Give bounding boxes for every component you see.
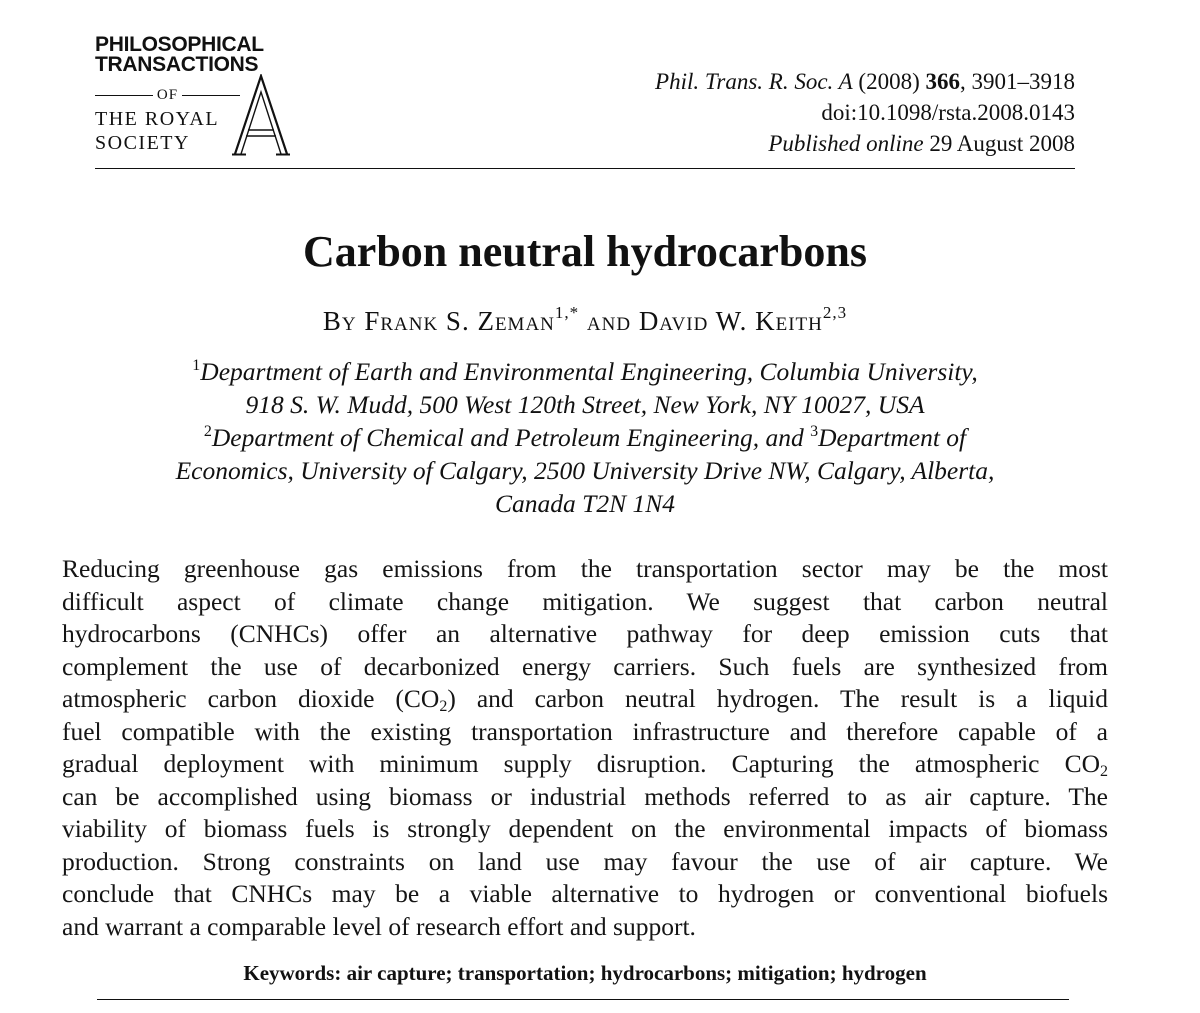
author-and: and xyxy=(586,306,632,336)
affiliations xyxy=(60,355,1110,520)
published-label: Published online xyxy=(768,131,924,156)
journal-name: Phil. Trans. R. Soc. A xyxy=(655,69,853,94)
affiliation-line: 918 S. W. Mudd, 500 West 120th Street, New York, NY 10027, USA xyxy=(245,390,925,419)
affiliation-marker: 2 xyxy=(203,423,212,440)
affiliation-line: Canada T2N 1N4 xyxy=(495,489,675,518)
author-name-2: David W. Keith xyxy=(638,306,823,336)
affiliation-line xyxy=(60,355,1110,388)
abstract-line: complement the use of decarbonized energy carriers. Such fuels are synthesized from xyxy=(62,651,1108,681)
author-2-affiliation-marker: 2,3 xyxy=(822,303,848,322)
header-divider xyxy=(95,168,1075,169)
affiliation-text: Department of xyxy=(818,423,967,452)
abstract xyxy=(62,553,1108,943)
abstract-line xyxy=(62,683,1108,716)
author-line xyxy=(0,303,1170,339)
logo-text-the-royal: THE ROYAL xyxy=(95,108,220,130)
logo-text-transactions: TRANSACTIONS xyxy=(95,53,259,76)
subscript: 2 xyxy=(1100,763,1108,780)
abstract-text: ) and carbon neutral hydrogen. The result is a liquid xyxy=(447,684,1108,713)
doi: doi:10.1098/rsta.2008.0143 xyxy=(821,100,1075,125)
abstract-line: viability of biomass fuels is strongly dependent on the environmental impacts of biomass xyxy=(62,814,1108,843)
abstract-line: Reducing greenhouse gas emissions from the transportation sector may be the most xyxy=(62,554,1108,583)
affiliation-marker: 3 xyxy=(810,423,819,440)
affiliation-line: Economics, University of Calgary, 2500 University Drive NW, Calgary, Alberta, xyxy=(175,456,995,485)
abstract-line xyxy=(62,748,1108,781)
abstract-line: conclude that CNHCs may be a viable alternative to hydrogen or conventional biofuels xyxy=(62,879,1108,908)
logo-text-philosophical: PHILOSOPHICAL xyxy=(95,33,264,56)
author-name-1: Frank S. Zeman xyxy=(364,306,555,336)
series-a-letter-icon xyxy=(232,74,290,156)
logo-text-of: OF xyxy=(95,86,240,104)
citation-block xyxy=(515,66,1075,159)
abstract-line: fuel compatible with the existing transportation infrastructure and therefore capable of a xyxy=(62,716,1108,746)
footer-divider xyxy=(97,999,1069,1000)
journal-volume: 366 xyxy=(925,69,960,94)
citation-journal-line: Phil. Trans. R. Soc. A (2008) 366, 3901–3918 xyxy=(655,69,1075,94)
affiliation-text: Department of Earth and Environmental Engineering, Columbia University, xyxy=(200,357,978,386)
journal-logo xyxy=(95,34,295,164)
affiliation-line xyxy=(60,421,1110,454)
logo-text-society: SOCIETY xyxy=(95,132,190,154)
abstract-line: and warrant a comparable level of research effort and support. xyxy=(62,911,696,941)
journal-pages: 3901–3918 xyxy=(971,69,1075,94)
journal-year: (2008) xyxy=(858,69,920,94)
published-line xyxy=(515,128,1075,159)
abstract-line: difficult aspect of climate change mitigation. We suggest that carbon neutral xyxy=(62,586,1108,616)
published-date: 29 August 2008 xyxy=(929,131,1075,156)
paper-title: Carbon neutral hydrocarbons xyxy=(303,227,867,276)
abstract-line: hydrocarbons (CNHCs) offer an alternative pathway for deep emission cuts that xyxy=(62,619,1108,648)
abstract-text: gradual deployment with minimum supply disruption. Capturing the atmospheric CO xyxy=(62,749,1100,778)
keywords: Keywords: air capture; transportation; hydrocarbons; mitigation; hydrogen xyxy=(243,961,927,985)
affiliation-marker: 1 xyxy=(192,357,201,374)
abstract-text: atmospheric carbon dioxide (CO xyxy=(62,684,440,713)
abstract-line: production. Strong constraints on land use may favour the use of air capture. We xyxy=(62,846,1108,876)
author-by: By xyxy=(322,306,357,336)
affiliation-text: Department of Chemical and Petroleum Engineering, and xyxy=(211,423,811,452)
abstract-line: can be accomplished using biomass or industrial methods referred to as air capture. The xyxy=(62,781,1108,811)
author-1-affiliation-marker: 1,* xyxy=(554,303,580,322)
subscript: 2 xyxy=(439,698,448,715)
